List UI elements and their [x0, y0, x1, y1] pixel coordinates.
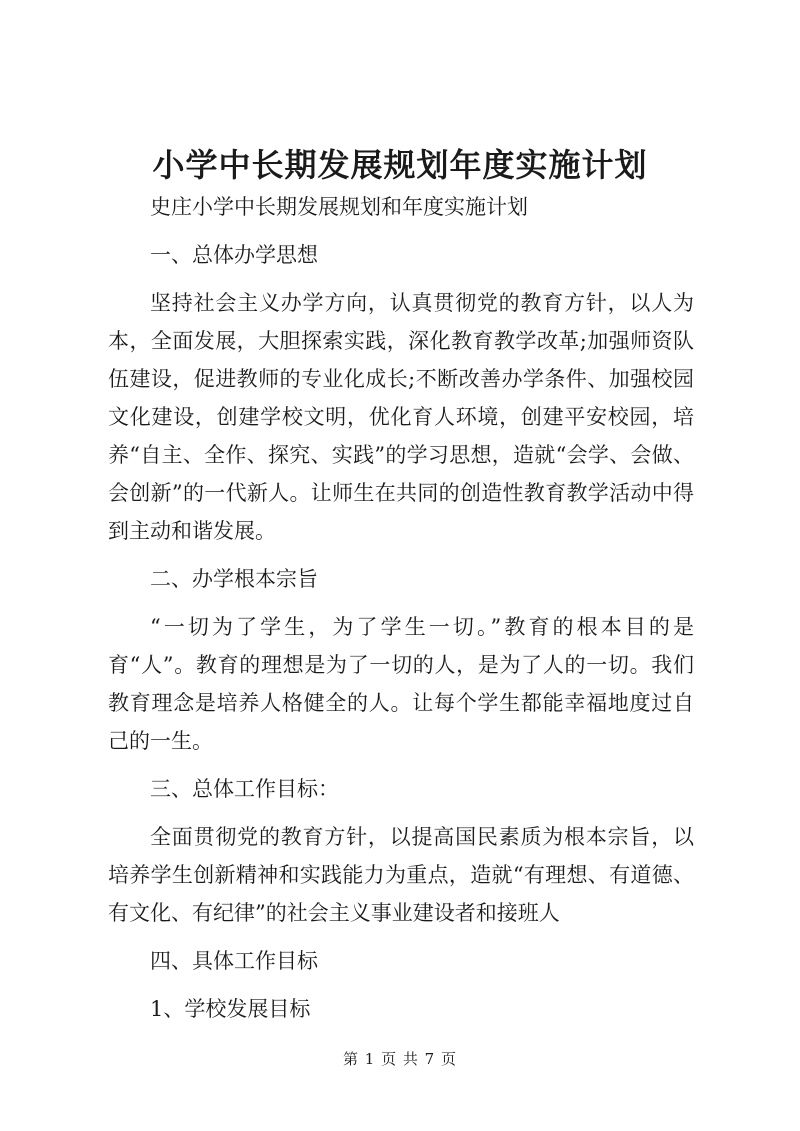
section-heading-5: 1、学校发展目标 — [150, 997, 311, 1021]
document-subtitle: 史庄小学中长期发展规划和年度实施计划 — [150, 195, 528, 219]
section-body-3: 全面贯彻党的教育方针，以提高国民素质为根本宗旨，以培养学生创新精神和实践能力为重点，造就“有理想、有道德、有文化、有纪律”的社会主义事业建设者和接班人 — [108, 825, 694, 925]
document-title: 小学中长期发展规划年度实施计划 — [152, 146, 648, 184]
section-body-2: “一切为了学生，为了学生一切。”教育的根本目的是育“人”。教育的理想是为了一切的人，是为了人的一切。我们教育理念是培养人格健全的人。让每个学生都能幸福地度过自己的一生。 — [108, 615, 694, 753]
document-body — [108, 188, 694, 1038]
section-heading-4: 四、具体工作目标 — [150, 949, 318, 973]
section-heading-3: 三、总体工作目标： — [150, 777, 339, 801]
section-heading-2: 二、办学根本宗旨 — [150, 567, 318, 591]
section-body-1: 坚持社会主义办学方向，认真贯彻党的教育方针，以人为本，全面发展，大胆探索实践，深化教育教学改革;加强师资队伍建设，促进教师的专业化成长;不断改善办学条件、加强校园文化建设，创建学校文明，优化育人环境，创建平安校园，培养“自主、全作、探究、实践”的学习思想，造就“会学、会做、会创新”的一代新人。让师生在共同的创造性教育教学活动中得到主动和谐发展。 — [108, 291, 694, 543]
page-footer: 第 1 页 共 7 页 — [343, 1050, 457, 1068]
section-heading-1: 一、总体办学思想 — [150, 243, 318, 267]
